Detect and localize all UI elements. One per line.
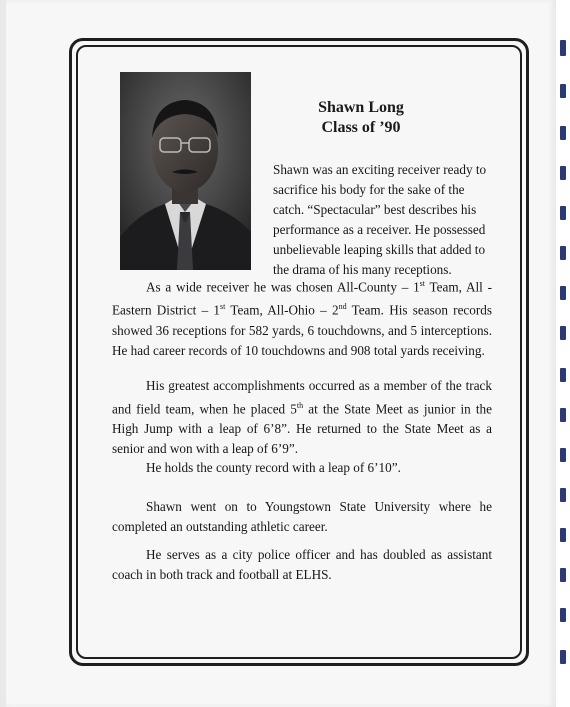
spine-mark: [560, 528, 566, 542]
spine-mark: [560, 608, 566, 622]
spine-mark: [560, 206, 566, 220]
portrait-illustration: [120, 72, 251, 270]
profile-heading: [296, 98, 426, 138]
spine-mark: [560, 448, 566, 462]
profile-name: Shawn Long: [318, 99, 404, 116]
record-paragraph: He holds the county record with a leap of 6’10”.: [146, 460, 401, 475]
spine-mark: [560, 568, 566, 582]
spine-mark: [560, 286, 566, 300]
profile-class: Class of ’90: [321, 119, 401, 136]
track-paragraph: His greatest accomplishments occurred as a member of the track and field team, when he placed 5th at the State Meet as junior in the High Jump with a leap of 6’8”. He returned to the State Meet as a senior and won with a leap of 6’9”.: [112, 378, 492, 457]
receiving-paragraph: As a wide receiver he was chosen All-County – 1st Team, All - Eastern District – 1st Team, All-Ohio – 2nd Team. His season records showed 36 receptions for 582 yards, 6 touchdowns, and 5 interceptions. He had career records of 10 touchdowns and 908 total yards receiving.: [112, 279, 493, 358]
spine-mark: [560, 166, 566, 180]
spine-mark: [560, 368, 566, 382]
spine-mark: [560, 246, 566, 260]
career-paragraph: He serves as a city police officer and has doubled as assistant coach in both track and football at ELHS.: [112, 547, 492, 582]
intro-paragraph: Shawn was an exciting receiver ready to sacrifice his body for the sake of the catch. “Spectacular” best describes his performance as a receiver. He possessed unbelievable leaping skills that added to the drama of his many receptions.: [273, 162, 487, 277]
spine-mark: [560, 488, 566, 502]
spine-mark: [560, 650, 566, 664]
college-paragraph: Shawn went on to Youngstown State University where he completed an outstanding athletic career.: [112, 499, 492, 534]
spine-mark: [560, 126, 566, 140]
portrait-photo: [120, 72, 251, 270]
spine-mark: [560, 326, 566, 340]
spine-mark: [560, 40, 566, 56]
spine-mark: [560, 408, 566, 422]
binding-spine: [556, 0, 570, 707]
spine-mark: [560, 84, 566, 98]
